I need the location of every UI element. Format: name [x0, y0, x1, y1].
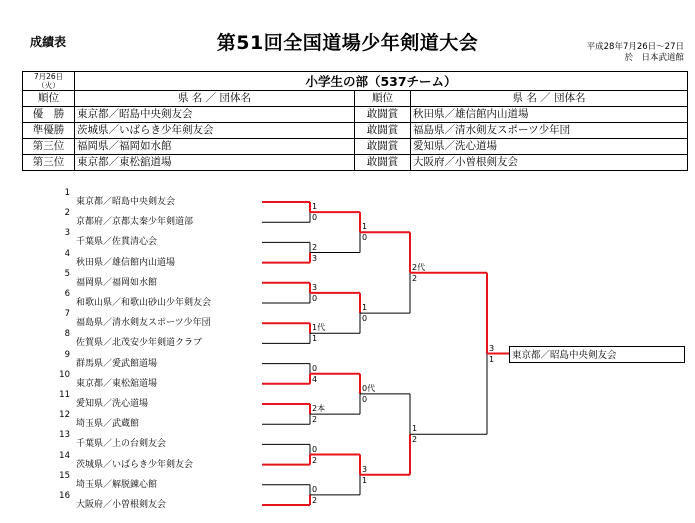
team-name: 埼玉県／武蔵館 — [76, 419, 140, 430]
team-name: 千葉県／佐貫清心会 — [76, 237, 158, 248]
score: 0 — [312, 293, 318, 303]
score: 0 — [312, 484, 318, 494]
score: 2 — [312, 415, 318, 425]
team-name: 大阪府／小曽根剣友会 — [76, 500, 167, 510]
score: 0代 — [362, 383, 376, 393]
team-name: 千葉県／上の台剣友会 — [76, 439, 167, 450]
team-cell: 福岡県／福岡如水館 — [75, 139, 355, 155]
seed-number: 1 — [64, 188, 70, 198]
seed-number: 7 — [64, 309, 70, 320]
page-title: 第51回全国道場少年剣道大会 — [216, 32, 479, 54]
award-cell: 敢闘賞 — [355, 107, 411, 123]
score: 1 — [362, 222, 368, 232]
rank-cell: 優 勝 — [23, 107, 75, 123]
team-name: 群馬県／愛武館道場 — [76, 358, 158, 369]
seed-number: 12 — [59, 410, 70, 421]
match-date: 7月26日 （火） — [23, 72, 75, 91]
team-name: 愛知県／洗心道場 — [76, 399, 149, 409]
team-name: 東京都／昭島中央剣友会 — [76, 197, 176, 207]
score: 2本 — [312, 404, 326, 414]
score: 4 — [312, 374, 318, 384]
score: 2 — [412, 435, 418, 445]
header-award: 順位 — [355, 91, 411, 107]
team-name: 茨城県／いばらき少年剣友会 — [76, 459, 194, 470]
seed-number: 5 — [64, 268, 70, 279]
award-cell: 敢闘賞 — [355, 123, 411, 139]
report-label: 成績表 — [30, 35, 67, 49]
team-name: 秋田県／雄信館内山道場 — [76, 257, 176, 268]
team-name: 東京都／東松舘道場 — [76, 378, 158, 389]
seed-number: 15 — [59, 470, 70, 481]
score: 2 — [312, 495, 318, 505]
seed-number: 11 — [59, 390, 70, 400]
team-name: 福島県／清水剣友スポーツ少年団 — [76, 318, 211, 329]
seed-number: 8 — [64, 329, 70, 340]
score: 3 — [362, 464, 368, 474]
seed-number: 16 — [59, 491, 70, 501]
team-name: 福岡県／福岡如水館 — [76, 277, 158, 288]
award-team-cell: 秋田県／雄信館内山道場 — [411, 107, 688, 123]
team-cell: 東京都／昭島中央剣友会 — [75, 107, 355, 123]
rank-cell: 第三位 — [23, 139, 75, 155]
award-cell: 敢闘賞 — [355, 155, 411, 171]
seed-number: 10 — [59, 369, 70, 380]
champion-box: 東京都／昭島中央剣友会 — [509, 346, 685, 363]
team-name: 埼玉県／解脱錬心館 — [76, 479, 158, 490]
score: 3 — [312, 282, 318, 292]
event-date: 平成28年7月26日～27日 — [586, 42, 684, 52]
award-cell: 敢闘賞 — [355, 139, 411, 155]
award-team-cell: 大阪府／小曽根剣友会 — [411, 155, 688, 171]
score: 1 — [362, 303, 368, 313]
score: 2 — [312, 242, 318, 252]
score: 3 — [489, 343, 495, 353]
score: 1 — [412, 424, 418, 434]
team-name: 佐賀県／北茂安少年剣道クラブ — [76, 338, 203, 349]
team-name: 京都府／京都太秦少年剣道部 — [76, 217, 194, 228]
score: 1代 — [312, 323, 326, 333]
score: 0 — [362, 233, 368, 243]
seed-number: 14 — [59, 450, 70, 461]
score: 1 — [312, 202, 318, 212]
score: 1 — [312, 334, 318, 344]
seed-number: 2 — [64, 208, 70, 219]
seed-number: 6 — [64, 289, 70, 299]
score: 0 — [362, 394, 368, 404]
seed-number: 4 — [64, 248, 70, 259]
award-team-cell: 福島県／清水剣友スポーツ少年団 — [411, 123, 688, 139]
header-team: 県 名 ／ 団体名 — [75, 91, 355, 107]
score: 0 — [312, 213, 318, 223]
team-cell: 茨城県／いばらき少年剣友会 — [75, 123, 355, 139]
header-award-team: 県 名 ／ 団体名 — [411, 91, 688, 107]
score: 0 — [312, 444, 318, 454]
rank-cell: 第三位 — [23, 155, 75, 171]
team-cell: 東京都／東松舘道場 — [75, 155, 355, 171]
score: 0 — [312, 363, 318, 373]
score: 1 — [362, 475, 368, 485]
event-venue: 於 日本武道館 — [624, 53, 684, 63]
score: 2 — [312, 455, 318, 465]
seed-number: 3 — [64, 228, 70, 239]
score: 3 — [312, 253, 318, 263]
score: 2代 — [412, 262, 426, 272]
seed-number: 13 — [59, 430, 70, 441]
score: 1 — [489, 354, 495, 364]
score: 2 — [412, 273, 418, 283]
team-name: 和歌山県／和歌山砂山少年剣友会 — [76, 298, 212, 308]
seed-number: 9 — [64, 349, 70, 360]
rank-cell: 準優勝 — [23, 123, 75, 139]
award-team-cell: 愛知県／洗心道場 — [411, 139, 688, 155]
header-rank: 順位 — [23, 91, 75, 107]
division-title: 小学生の部（537チーム） — [75, 72, 688, 91]
score: 0 — [362, 314, 368, 324]
